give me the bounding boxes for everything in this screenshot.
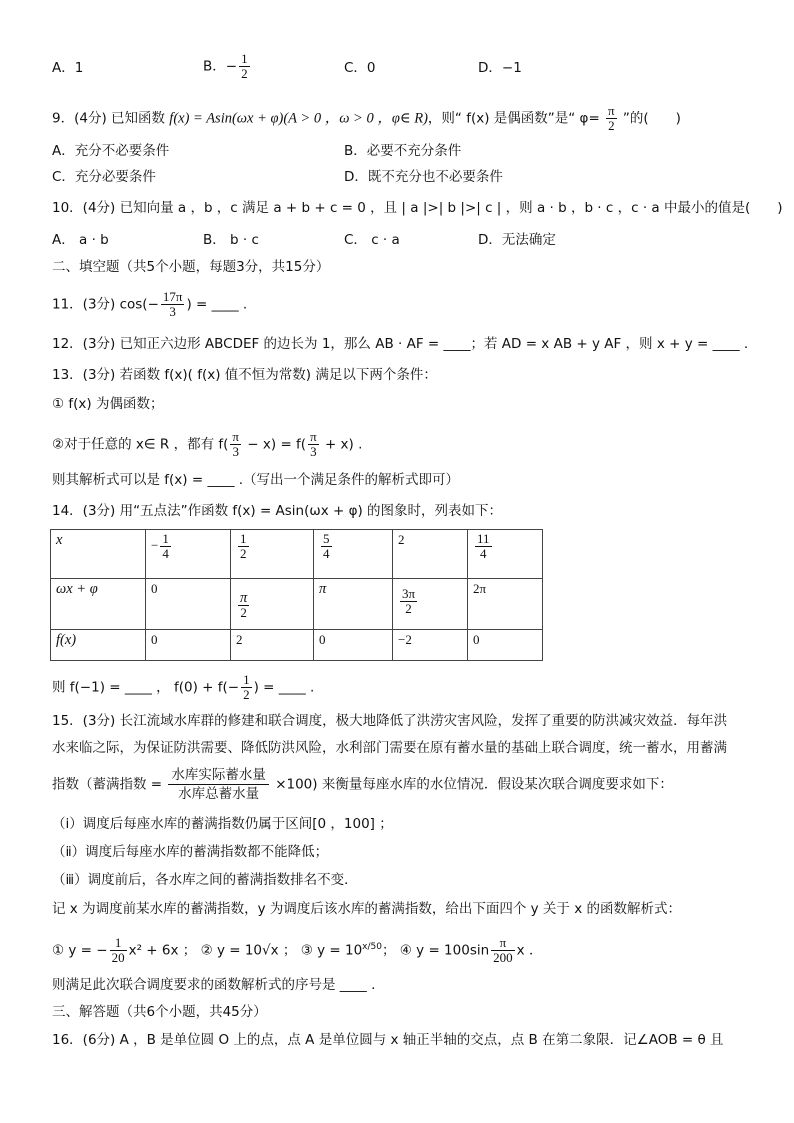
table-cell: −2 bbox=[393, 630, 468, 661]
q8-option-b-fraction: $\frac{1}{2}$ bbox=[241, 51, 248, 81]
table-cell: $\frac{\pi}{2}$ bbox=[231, 579, 314, 630]
q13-stem: 13．(3分) 若函数 f(x)( f(x) 值不恒为常数) 满足以下两个条件： bbox=[52, 367, 437, 383]
q15-functions: ① y = − $\frac{1}{20}$ x² + 6x ； ② y = 10√x ； ③ $y = 10^{x/50}$； ④ y = 100sin $\frac{\pi}{200}$ x ． bbox=[52, 935, 543, 965]
q13-condition-2: ②对于任意的 x∈ R ，都有 f( $\frac{\pi}{3}$ − x) = f( $\frac{\pi}{3}$ + x) . bbox=[52, 429, 363, 459]
q8-option-b bbox=[203, 52, 252, 81]
q8-option-b-sign: − bbox=[225, 58, 238, 75]
q15-condition-1: （ⅰ）调度后每座水库的蓄满指数仍属于区间[0 ，100] ； bbox=[52, 816, 393, 832]
table-row-label: f(x) bbox=[51, 630, 146, 661]
table-cell: 2 bbox=[231, 630, 314, 661]
q13-condition-1: ① f(x) 为偶函数； bbox=[52, 396, 164, 412]
q14-fraction: $\frac{1}{2}$ bbox=[243, 672, 250, 702]
table-row-label: ωx + φ bbox=[51, 579, 146, 630]
q9-option-c: C．充分必要条件 bbox=[52, 169, 156, 185]
q15-fraction: 水库实际蓄水量 水库总蓄水量 bbox=[168, 766, 269, 803]
table-row-x bbox=[51, 530, 543, 579]
q13-answer: 则其解析式可以是 f(x) = ____ .（写出一个满足条件的解析式即可） bbox=[52, 472, 460, 488]
q9-option-b: B．必要不充分条件 bbox=[344, 143, 462, 159]
section-2-heading: 二、填空题（共5个小题，每题3分，共15分） bbox=[52, 259, 330, 275]
q15-line-1: 15．(3分) 长江流域水库群的修建和联合调度，极大地降低了洪涝灾害风险，发挥了重要的防洪减灾效益．每年洪 bbox=[52, 713, 728, 729]
q15-line-2: 水来临之际，为保证防洪需要、降低防洪风险，水利部门需要在原有蓄水量的基础上联合调度，统一蓄水，用蓄满 bbox=[52, 740, 727, 756]
table-row-label: x bbox=[51, 530, 146, 579]
table-cell: 2 bbox=[393, 530, 468, 579]
q11-fraction: $\frac{17\pi}{3}$ bbox=[162, 289, 183, 319]
q8-option-a: A．1 bbox=[52, 60, 84, 76]
q9-fraction: $\frac{\pi}{2}$ bbox=[608, 103, 615, 133]
q10-option-d: D．无法确定 bbox=[478, 232, 556, 248]
table-cell: − $\frac{1}{4}$ bbox=[146, 530, 231, 579]
table-cell: 2π bbox=[468, 579, 543, 630]
q13-fraction-1: $\frac{\pi}{3}$ bbox=[232, 429, 239, 459]
q10-stem: 10．(4分) 已知向量 a ，b ，c 满足 a + b + c = 0 ，且 | a |>| b |>| c | ，则 a · b ，b · c ，c · a 中最小的值是( ) bbox=[52, 200, 783, 216]
table-cell: 0 bbox=[468, 630, 543, 661]
q11: 11．(3分) cos(− $\frac{17\pi}{3}$ ) = ____ . bbox=[52, 289, 248, 319]
five-point-table bbox=[50, 529, 543, 661]
q15-condition-3: （ⅲ）调度前后，各水库之间的蓄满指数排名不变． bbox=[52, 872, 358, 888]
q10-option-a: A． a · b bbox=[52, 232, 109, 248]
table-cell: $\frac{11}{4}$ bbox=[468, 530, 543, 579]
q8-option-b-label: B． bbox=[203, 58, 226, 75]
q12: 12．(3分) 已知正六边形 ABCDEF 的边长为 1，那么 AB · AF = ____；若 AD = x AB + y AF ，则 x + y = ____ . bbox=[52, 336, 749, 352]
q10-option-b: B． b · c bbox=[203, 232, 259, 248]
q14-stem: 14．(3分) 用“五点法”作函数 f(x) = Asin(ωx + φ) 的图象时，列表如下： bbox=[52, 503, 503, 519]
q15-line-3: 指数（蓄满指数 = 水库实际蓄水量 水库总蓄水量 ×100) 来衡量每座水库的水位情况．假设某次联合调度要求如下： bbox=[52, 767, 673, 802]
q9-stem: 9．(4分) 已知函数 f(x) = Asin(ωx + φ)(A > 0 ，ω > 0 ，φ∈ R)，则“ f(x) 是偶函数”是“ φ= $\frac{\pi}{2}$ ”的( ) bbox=[52, 103, 681, 133]
table-cell: 0 bbox=[314, 630, 393, 661]
q9-option-a: A．充分不必要条件 bbox=[52, 143, 170, 159]
table-cell: 0 bbox=[146, 579, 231, 630]
section-3-heading: 三、解答题（共6个小题，共45分） bbox=[52, 1004, 267, 1020]
table-row-phase bbox=[51, 579, 543, 630]
q8-option-d: D．−1 bbox=[478, 60, 522, 76]
table-row-fx bbox=[51, 630, 543, 661]
q14-answer: 则 f(−1) = ____ ， f(0) + f(− $\frac{1}{2}$ ) = ____ . bbox=[52, 672, 315, 702]
table-cell: π bbox=[314, 579, 393, 630]
q13-fraction-2: $\frac{\pi}{3}$ bbox=[310, 429, 317, 459]
table-cell: $\frac{1}{2}$ bbox=[231, 530, 314, 579]
q16-stem: 16．(6分) A ，B 是单位圆 O 上的点，点 A 是单位圆与 x 轴正半轴的交点，点 B 在第二象限．记∠AOB = θ 且 bbox=[52, 1032, 724, 1048]
table-cell: $\frac{3\pi}{2}$ bbox=[393, 579, 468, 630]
q9-option-d: D．既不充分也不必要条件 bbox=[344, 169, 503, 185]
table-cell: 0 bbox=[146, 630, 231, 661]
q15-answer: 则满足此次联合调度要求的函数解析式的序号是 ____ . bbox=[52, 977, 376, 993]
q15-condition-2: （ⅱ）调度后每座水库的蓄满指数都不能降低； bbox=[52, 844, 329, 860]
q15-line-7: 记 x 为调度前某水库的蓄满指数，y 为调度后该水库的蓄满指数，给出下面四个 y 关于 x 的函数解析式： bbox=[52, 901, 681, 917]
table-cell: $\frac{5}{4}$ bbox=[314, 530, 393, 579]
q8-option-c: C．0 bbox=[344, 60, 376, 76]
q10-option-c: C． c · a bbox=[344, 232, 400, 248]
